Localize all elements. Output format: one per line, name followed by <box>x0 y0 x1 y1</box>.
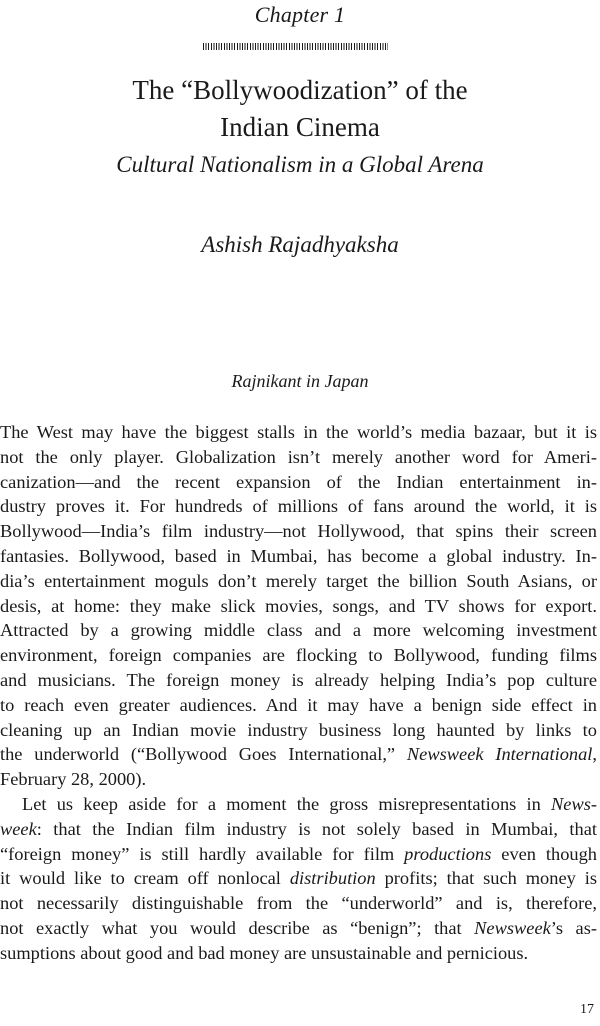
text-line: fantasies. Bollywood, based in Mumbai, has become a global industry. In- <box>0 545 597 566</box>
text-line: the underworld (“Bollywood Goes International,” Newsweek International, <box>0 744 597 765</box>
chapter-title <box>0 72 600 146</box>
text-line: not exactly what you would describe as “benign”; that Newsweek’s as- <box>0 917 597 938</box>
text-line: to reach even greater audiences. And it may have a benign side effect in <box>0 694 597 715</box>
text-line: sumptions about good and bad money are unsustainable and pernicious. <box>0 942 529 963</box>
text-line: Bollywood—India’s film industry—not Hollywood, that spins their screen <box>0 521 597 542</box>
paragraph-1 <box>0 420 597 742</box>
chapter-label: Chapter 1 <box>254 2 346 27</box>
text-line: cleaning up an Indian movie industry business long haunted by links to <box>0 719 597 740</box>
text-line: dustry proves it. For hundreds of millions of fans around the world, it is <box>0 496 597 517</box>
text-line: Let us keep aside for a moment the gross misrepresentations in News- <box>22 793 597 814</box>
text-line: The West may have the biggest stalls in the world’s media bazaar, but it is <box>0 422 597 442</box>
text-line: not necessarily distinguishable from the “underworld” and is, therefore, <box>0 893 597 914</box>
body-text <box>0 420 597 966</box>
chapter-subtitle: Cultural Nationalism in a Global Arena <box>116 152 484 177</box>
author-name: Ashish Rajadhyaksha <box>201 232 399 257</box>
chapter-title-line-2: Indian Cinema <box>220 112 380 142</box>
ornament-rule <box>203 43 388 50</box>
page-number: 17 <box>580 1002 594 1017</box>
text-line: not the only player. Globalization isn’t merely another word for Ameri- <box>0 446 597 467</box>
text-line: it would like to cream off nonlocal distribution profits; that such money is <box>0 868 597 889</box>
text-line: dia’s entertainment moguls don’t merely target the billion South Asians, or <box>0 570 597 591</box>
section-heading: Rajnikant in Japan <box>231 371 369 391</box>
chapter-title-line-1: The “Bollywoodization” of the <box>132 75 468 105</box>
text-line: February 28, 2000). <box>0 769 147 790</box>
text-line: environment, foreign companies are flocking to Bollywood, funding films <box>0 645 597 666</box>
text-line: Attracted by a growing middle class and a more welcoming investment <box>0 620 597 641</box>
text-line: canization—and the recent expansion of the Indian entertainment in- <box>0 471 597 492</box>
text-line: week: that the Indian film industry is not solely based in Mumbai, that <box>0 818 597 839</box>
paragraph-2 <box>0 792 597 966</box>
text-line: desis, at home: they make slick movies, songs, and TV shows for export. <box>0 595 597 616</box>
text-line: and musicians. The foreign money is already helping India’s pop culture <box>0 669 597 690</box>
text-line: “foreign money” is still hardly available for film productions even though <box>0 843 597 864</box>
